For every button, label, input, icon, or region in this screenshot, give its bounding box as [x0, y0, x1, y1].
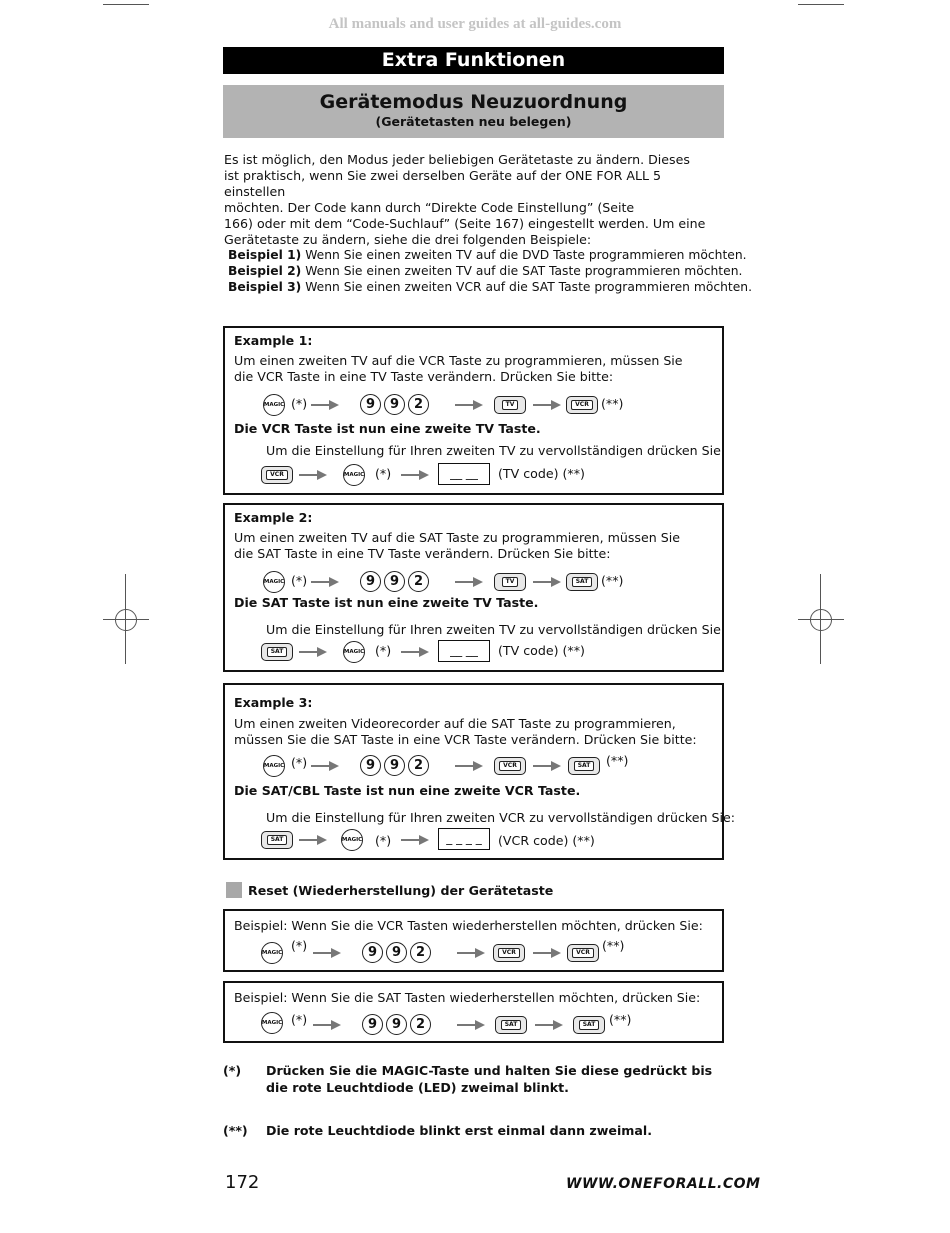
beispiel-2 — [228, 264, 743, 278]
arrow-right-icon — [457, 1020, 485, 1030]
section-marker-icon — [226, 882, 242, 898]
device-key-label: VCR — [499, 761, 521, 771]
arrow-right-icon — [311, 761, 339, 771]
completion-sequence — [225, 827, 722, 853]
footnote-1 — [223, 1062, 723, 1096]
device-key-icon — [566, 396, 598, 414]
device-key-label: VCR — [571, 400, 593, 410]
device-key-label: SAT — [579, 1020, 600, 1030]
star-note: (*) — [291, 396, 308, 411]
example-line: die VCR Taste in eine TV Taste verändern. Drücken Sie bitte: — [234, 369, 614, 384]
arrow-right-icon — [401, 835, 429, 845]
registration-circle-left — [115, 609, 137, 631]
arrow-right-icon — [299, 470, 327, 480]
arrow-right-icon — [455, 577, 483, 587]
beispiel-label: Beispiel 1) — [228, 248, 302, 262]
digit-key-icon: 9 — [384, 394, 405, 415]
key-sequence — [225, 938, 722, 964]
beispiel-3 — [228, 280, 753, 294]
star-note: (*) — [291, 755, 308, 770]
star-note: (**) — [606, 753, 629, 768]
example-line: Um einen zweiten Videorecorder auf die SAT Taste zu programmieren, — [234, 716, 676, 731]
arrow-right-icon — [401, 470, 429, 480]
digit-key-icon: 9 — [384, 755, 405, 776]
example-title: Example 1: — [234, 333, 313, 348]
example-result: Die VCR Taste ist nun eine zweite TV Taste. — [234, 421, 541, 436]
intro-line: Gerätetaste zu ändern, siehe die drei folgenden Beispiele: — [224, 232, 592, 247]
device-key-label: VCR — [498, 948, 520, 958]
beispiel-1 — [228, 248, 747, 262]
magic-key-icon: MAGIC — [261, 1012, 283, 1034]
star-note: (*) — [375, 833, 392, 848]
beispiel-label: Beispiel 2) — [228, 264, 302, 278]
device-key-icon — [568, 757, 600, 775]
star-note: (*) — [291, 573, 308, 588]
device-key-icon — [261, 643, 293, 661]
intro-line: Es ist möglich, den Modus jeder beliebigen Gerätetaste zu ändern. Dieses — [224, 152, 690, 167]
code-label: (TV code) (**) — [498, 643, 585, 658]
example-result: Die SAT Taste ist nun eine zweite TV Taste. — [234, 595, 539, 610]
device-key-label: SAT — [267, 835, 288, 845]
section-subheading: (Gerätetasten neu belegen) — [375, 114, 572, 129]
device-key-label: SAT — [574, 761, 595, 771]
completion-sequence — [225, 639, 722, 665]
key-sequence — [225, 753, 722, 779]
device-key-icon — [493, 944, 525, 962]
device-key-label: SAT — [572, 577, 593, 587]
star-note: (**) — [609, 1012, 632, 1027]
digit-key-icon: 2 — [408, 571, 429, 592]
digit-key-icon: 2 — [410, 942, 431, 963]
beispiel-label: Beispiel 3) — [228, 280, 302, 294]
star-note: (*) — [291, 938, 308, 953]
intro-line: möchten. Der Code kann durch “Direkte Code Einstellung” (Seite — [224, 200, 635, 215]
completion-sequence — [225, 462, 722, 488]
example-title: Example 3: — [234, 695, 313, 710]
arrow-right-icon — [455, 761, 483, 771]
digit-key-icon: 2 — [408, 755, 429, 776]
watermark: All manuals and user guides at all-guides.com — [328, 16, 622, 32]
arrow-right-icon — [299, 835, 327, 845]
crop-mark — [103, 4, 149, 5]
intro-line: ist praktisch, wenn Sie zwei derselben Geräte auf der ONE FOR ALL 5 einstellen — [224, 168, 661, 199]
arrow-right-icon — [533, 400, 561, 410]
digit-key-icon: 2 — [410, 1014, 431, 1035]
magic-key-icon: MAGIC — [343, 464, 365, 486]
device-key-label: SAT — [267, 647, 288, 657]
footnote-text: Drücken Sie die MAGIC-Taste und halten Sie diese gedrückt bis die rote Leuchtdiode (LED) zweimal blinkt. — [266, 1063, 713, 1095]
device-key-icon — [494, 396, 526, 414]
device-key-icon — [261, 831, 293, 849]
key-sequence — [225, 392, 722, 418]
arrow-right-icon — [535, 1020, 563, 1030]
device-key-label: VCR — [572, 948, 594, 958]
code-label: (VCR code) (**) — [498, 833, 595, 848]
digit-key-icon: 9 — [362, 1014, 383, 1035]
digit-key-icon: 9 — [360, 755, 381, 776]
crop-mark — [798, 4, 844, 5]
device-key-label: SAT — [501, 1020, 522, 1030]
device-key-icon — [261, 466, 293, 484]
star-note: (**) — [602, 938, 625, 953]
beispiel-text: Wenn Sie einen zweiten TV auf die SAT Taste programmieren möchten. — [305, 264, 743, 278]
section-banner — [223, 85, 724, 138]
arrow-right-icon — [401, 647, 429, 657]
example-result: Die SAT/CBL Taste ist nun eine zweite VCR Taste. — [234, 783, 581, 798]
device-key-icon — [495, 1016, 527, 1034]
intro-paragraph — [224, 152, 724, 248]
digit-key-icon: 9 — [386, 942, 407, 963]
device-key-icon — [573, 1016, 605, 1034]
code-entry-box: _ _ _ _ — [438, 828, 490, 850]
website-link[interactable]: WWW.ONEFORALL.COM — [566, 1176, 761, 1192]
device-key-label: VCR — [266, 470, 288, 480]
magic-key-icon: MAGIC — [263, 571, 285, 593]
star-note: (**) — [601, 573, 624, 588]
digit-key-icon: 9 — [386, 1014, 407, 1035]
arrow-right-icon — [533, 948, 561, 958]
example-title: Example 2: — [234, 510, 313, 525]
arrow-right-icon — [299, 647, 327, 657]
footnote-text: Die rote Leuchtdiode blinkt erst einmal dann zweimal. — [266, 1123, 652, 1138]
example-box-3 — [223, 683, 735, 860]
arrow-right-icon — [311, 400, 339, 410]
star-note: (*) — [375, 643, 392, 658]
code-entry-box: __ __ — [438, 640, 490, 662]
magic-key-icon: MAGIC — [263, 394, 285, 416]
magic-key-icon: MAGIC — [341, 829, 363, 851]
example-line: Um einen zweiten TV auf die VCR Taste zu programmieren, müssen Sie — [234, 353, 683, 368]
arrow-right-icon — [311, 577, 339, 587]
reset-text: Beispiel: Wenn Sie die VCR Tasten wiederherstellen möchten, drücken Sie: — [234, 918, 703, 933]
example-line: müssen Sie die SAT Taste in eine VCR Taste verändern. Drücken Sie bitte: — [234, 732, 697, 747]
magic-key-icon: MAGIC — [261, 942, 283, 964]
arrow-right-icon — [455, 400, 483, 410]
reset-box-sat — [223, 981, 724, 1043]
digit-key-icon: 9 — [362, 942, 383, 963]
example-complete-line: Um die Einstellung für Ihren zweiten TV zu vervollständigen drücken Sie: — [266, 443, 726, 458]
section-heading: Gerätemodus Neuzuordnung — [319, 91, 628, 113]
magic-key-icon: MAGIC — [263, 755, 285, 777]
device-key-label: TV — [502, 400, 519, 410]
digit-key-icon: 9 — [384, 571, 405, 592]
example-complete-line: Um die Einstellung für Ihren zweiten TV zu vervollständigen drücken Sie: — [266, 622, 726, 637]
device-key-icon — [566, 573, 598, 591]
code-entry-box: __ __ — [438, 463, 490, 485]
example-complete-line: Um die Einstellung für Ihren zweiten VCR zu vervollständigen drücken Sie: — [266, 810, 735, 825]
example-line: die SAT Taste in eine TV Taste verändern. Drücken Sie bitte: — [234, 546, 611, 561]
intro-line: 166) oder mit dem “Code-Suchlauf” (Seite 167) eingestellt werden. Um eine — [224, 216, 706, 231]
reset-box-vcr — [223, 909, 724, 972]
digit-key-icon: 2 — [408, 394, 429, 415]
star-note: (**) — [601, 396, 624, 411]
registration-circle-right — [810, 609, 832, 631]
example-box-1 — [223, 326, 724, 495]
reset-heading-text: Reset (Wiederherstellung) der Gerätetaste — [248, 883, 554, 898]
page-title: Extra Funktionen — [223, 47, 724, 74]
reset-text: Beispiel: Wenn Sie die SAT Tasten wiederherstellen möchten, drücken Sie: — [234, 990, 701, 1005]
arrow-right-icon — [533, 577, 561, 587]
footnote-2 — [223, 1122, 723, 1139]
magic-key-icon: MAGIC — [343, 641, 365, 663]
beispiel-text: Wenn Sie einen zweiten VCR auf die SAT Taste programmieren möchten. — [305, 280, 753, 294]
arrow-right-icon — [313, 948, 341, 958]
star-note: (*) — [375, 466, 392, 481]
reset-heading — [226, 882, 553, 898]
arrow-right-icon — [313, 1020, 341, 1030]
star-note: (*) — [291, 1012, 308, 1027]
arrow-right-icon — [457, 948, 485, 958]
device-key-icon — [567, 944, 599, 962]
beispiel-text: Wenn Sie einen zweiten TV auf die DVD Taste programmieren möchten. — [305, 248, 747, 262]
key-sequence — [225, 1010, 722, 1036]
digit-key-icon: 9 — [360, 571, 381, 592]
digit-key-icon: 9 — [360, 394, 381, 415]
example-line: Um einen zweiten TV auf die SAT Taste zu programmieren, müssen Sie — [234, 530, 680, 545]
device-key-icon — [494, 573, 526, 591]
code-label: (TV code) (**) — [498, 466, 585, 481]
key-sequence — [225, 569, 722, 595]
device-key-icon — [494, 757, 526, 775]
page-number: 172 — [225, 1172, 260, 1193]
arrow-right-icon — [533, 761, 561, 771]
example-box-2 — [223, 503, 724, 672]
footnote-mark: (**) — [223, 1123, 248, 1138]
device-key-label: TV — [502, 577, 519, 587]
footnote-mark: (*) — [223, 1063, 242, 1078]
